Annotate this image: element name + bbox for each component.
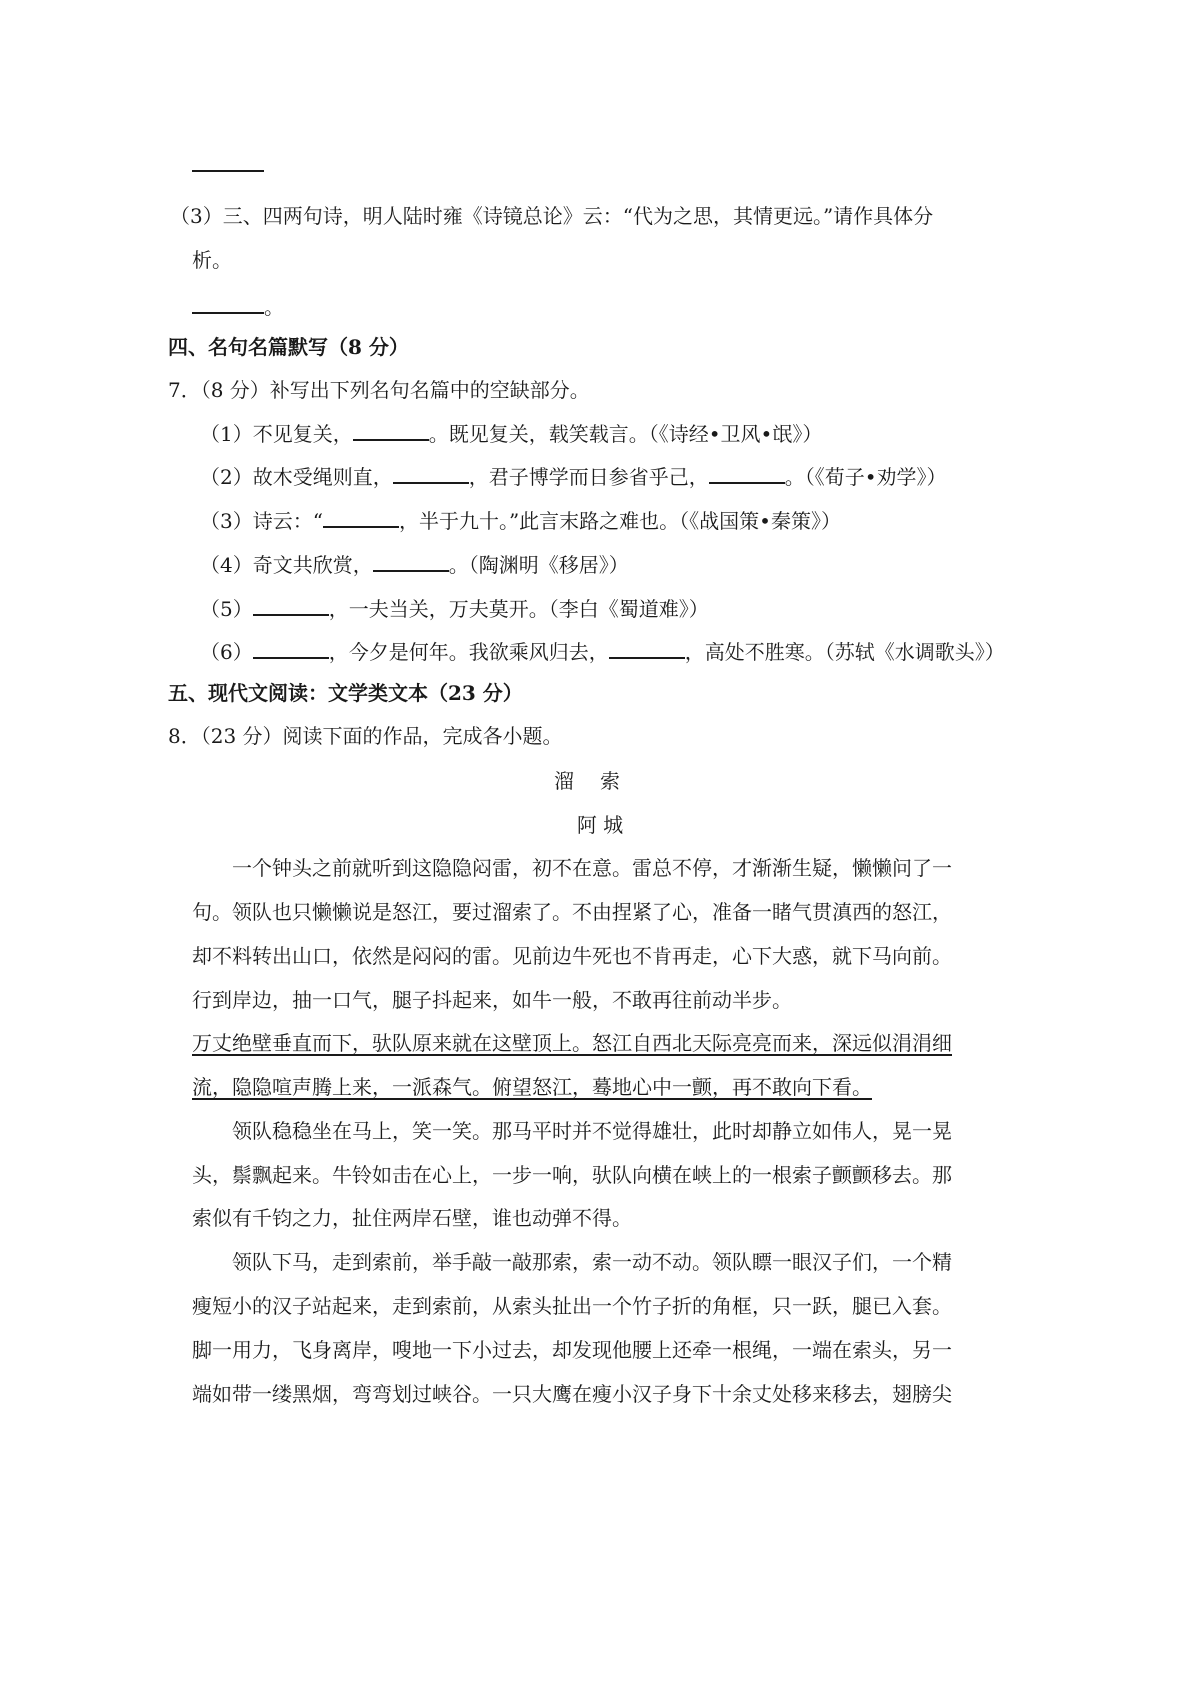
answer-blank[interactable] — [192, 292, 264, 314]
fill-blank[interactable] — [253, 594, 329, 616]
passage-line: 脚一用力，飞身离岸，嗖地一下小过去，却发现他腰上还牵一根绳，一端在索头，另一 — [192, 1338, 952, 1362]
passage-line: 领队下马，走到索前，举手敲一敲那索，索一动不动。领队瞟一眼汉子们，一个精 — [232, 1250, 952, 1274]
answer-blank[interactable] — [192, 150, 264, 179]
fill-item-2: （2）故木受绳则直， ，君子博学而日参省乎己， 。（《荀子•劝学》） — [200, 462, 947, 491]
underlined-passage-line: 万丈绝壁垂直而下，驮队原来就在这壁顶上。怒江自西北天际亮亮而来，深远似涓涓细 — [192, 1031, 952, 1055]
fill-blank[interactable] — [373, 550, 449, 572]
passage-line: 句。领队也只懒懒说是怒江，要过溜索了。不由捏紧了心，准备一睹气贯滇西的怒江， — [192, 900, 952, 924]
passage-line: 端如带一缕黑烟，弯弯划过峡谷。一只大鹰在瘦小汉子身下十余丈处移来移去，翅膀尖 — [192, 1382, 952, 1406]
fill-blank[interactable] — [609, 637, 685, 659]
passage-line: 领队稳稳坐在马上，笑一笑。那马平时并不觉得雄壮，此时却静立如伟人，晃一晃 — [232, 1119, 952, 1143]
answer-line: 。 — [192, 292, 284, 321]
question-7-stem: 7．（8 分）补写出下列名句名篇中的空缺部分。 — [168, 378, 590, 402]
passage-line: 行到岸边，抽一口气，腿子抖起来，如牛一般，不敢再往前动半步。 — [192, 988, 792, 1012]
question-8-stem: 8．（23 分）阅读下面的作品，完成各小题。 — [168, 724, 563, 748]
fill-item-5: （5） ，一夫当关，万夫莫开。（李白《蜀道难》） — [200, 594, 709, 623]
fill-item-3: （3）诗云：“ ，半于九十。”此言末路之难也。（《战国策•秦策》） — [200, 506, 841, 535]
passage-line: 头，鬃飘起来。牛铃如击在心上，一步一响，驮队向横在峡上的一根索子颤颤移去。那 — [192, 1163, 952, 1187]
fill-blank[interactable] — [709, 462, 785, 484]
fill-blank[interactable] — [323, 506, 399, 528]
fill-blank[interactable] — [393, 462, 469, 484]
question-6-3-line-1: （3）三、四两句诗，明人陆时雍《诗镜总论》云：“代为之思，其情更远。”请作具体分 — [170, 204, 934, 228]
passage-title: 溜索 — [554, 769, 646, 793]
fill-blank[interactable] — [253, 637, 329, 659]
passage-line: 瘦短小的汉子站起来，走到索前，从索头扯出一个竹子折的角框，只一跃，腿已入套。 — [192, 1294, 952, 1318]
passage-author: 阿 城 — [576, 813, 624, 837]
passage-line: 却不料转出山口，依然是闷闷的雷。见前边牛死也不肯再走，心下大惑，就下马向前。 — [192, 944, 952, 968]
fill-blank[interactable] — [353, 419, 429, 441]
question-6-3-line-2: 析。 — [192, 248, 232, 272]
passage-line: 索似有千钧之力，扯住两岸石壁，谁也动弹不得。 — [192, 1206, 632, 1230]
passage-line: 一个钟头之前就听到这隐隐闷雷，初不在意。雷总不停，才渐渐生疑，懒懒问了一 — [232, 856, 952, 880]
section-heading: 五、现代文阅读：文学类文本（23 分） — [168, 681, 523, 705]
section-heading: 四、名句名篇默写（8 分） — [168, 335, 409, 359]
fill-item-1: （1）不见复关， 。既见复关，载笑载言。（《诗经•卫风•氓》） — [200, 419, 822, 448]
underlined-passage-line: 流，隐隐喧声腾上来，一派森气。俯望怒江，蓦地心中一颤，再不敢向下看。 — [192, 1075, 872, 1099]
fill-item-6: （6） ，今夕是何年。我欲乘风归去， ，高处不胜寒。（苏轼《水调歌头》） — [200, 637, 1005, 666]
fill-item-4: （4）奇文共欣赏， 。（陶渊明《移居》） — [200, 550, 629, 579]
